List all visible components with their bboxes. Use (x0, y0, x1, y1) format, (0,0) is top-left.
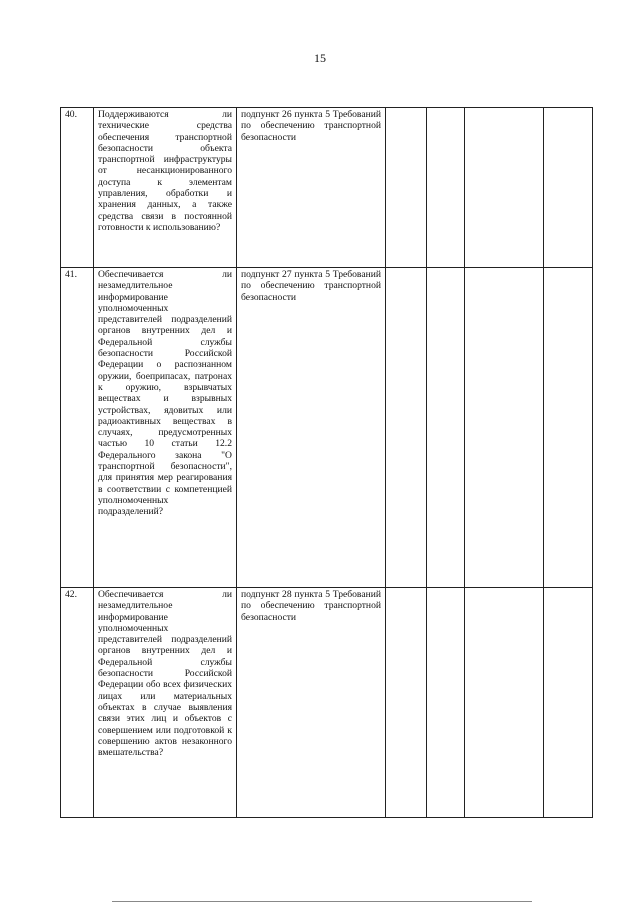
row-number: 41. (61, 268, 94, 588)
row-number: 40. (61, 108, 94, 268)
question-cell: Обеспечивается ли незамедлительное информирование уполномоченных представителей подразделений органов внутренних дел и Федеральной службы безопасности Российской Федерации обо всех физических лицах или материальных объектах в случае выявления связи этих лиц и объектов с совершением или подготовкой к совершению актов незаконного вмешательства? (94, 588, 237, 818)
answer-no-cell[interactable] (427, 268, 465, 588)
table-row (61, 108, 593, 268)
scan-edge-line (112, 901, 532, 902)
checklist-table (60, 107, 593, 818)
not-applicable-cell[interactable] (465, 108, 544, 268)
reference-cell: подпункт 27 пункта 5 Требований по обеспечению транспортной безопасности (237, 268, 386, 588)
note-cell[interactable] (544, 588, 593, 818)
question-cell: Поддерживаются ли технические средства обеспечения транспортной безопасности объекта транспортной инфраструктуры от несанкционированного доступа к элементам управления, обработки и хранения данных, а также средства связи в постоянной готовности к использованию? (94, 108, 237, 268)
table-row (61, 588, 593, 818)
not-applicable-cell[interactable] (465, 588, 544, 818)
answer-yes-cell[interactable] (386, 268, 427, 588)
answer-yes-cell[interactable] (386, 108, 427, 268)
answer-no-cell[interactable] (427, 588, 465, 818)
reference-cell: подпункт 28 пункта 5 Требований по обеспечению транспортной безопасности (237, 588, 386, 818)
question-cell: Обеспечивается ли незамедлительное информирование уполномоченных представителей подразделений органов внутренних дел и Федеральной службы безопасности Российской Федерации о распознанном оружии, боеприпасах, патронах к оружию, взрывчатых веществах и взрывных устройствах, ядовитых или радиоактивных веществах в случаях, предусмотренных частью 10 статьи 12.2 Федерального закона "О транспортной безопасности", для принятия мер реагирования в соответствии с компетенцией уполномоченных подразделений? (94, 268, 237, 588)
answer-yes-cell[interactable] (386, 588, 427, 818)
page-number: 15 (314, 51, 326, 65)
reference-cell: подпункт 26 пункта 5 Требований по обеспечению транспортной безопасности (237, 108, 386, 268)
note-cell[interactable] (544, 108, 593, 268)
table-row (61, 268, 593, 588)
note-cell[interactable] (544, 268, 593, 588)
row-number: 42. (61, 588, 94, 818)
answer-no-cell[interactable] (427, 108, 465, 268)
not-applicable-cell[interactable] (465, 268, 544, 588)
